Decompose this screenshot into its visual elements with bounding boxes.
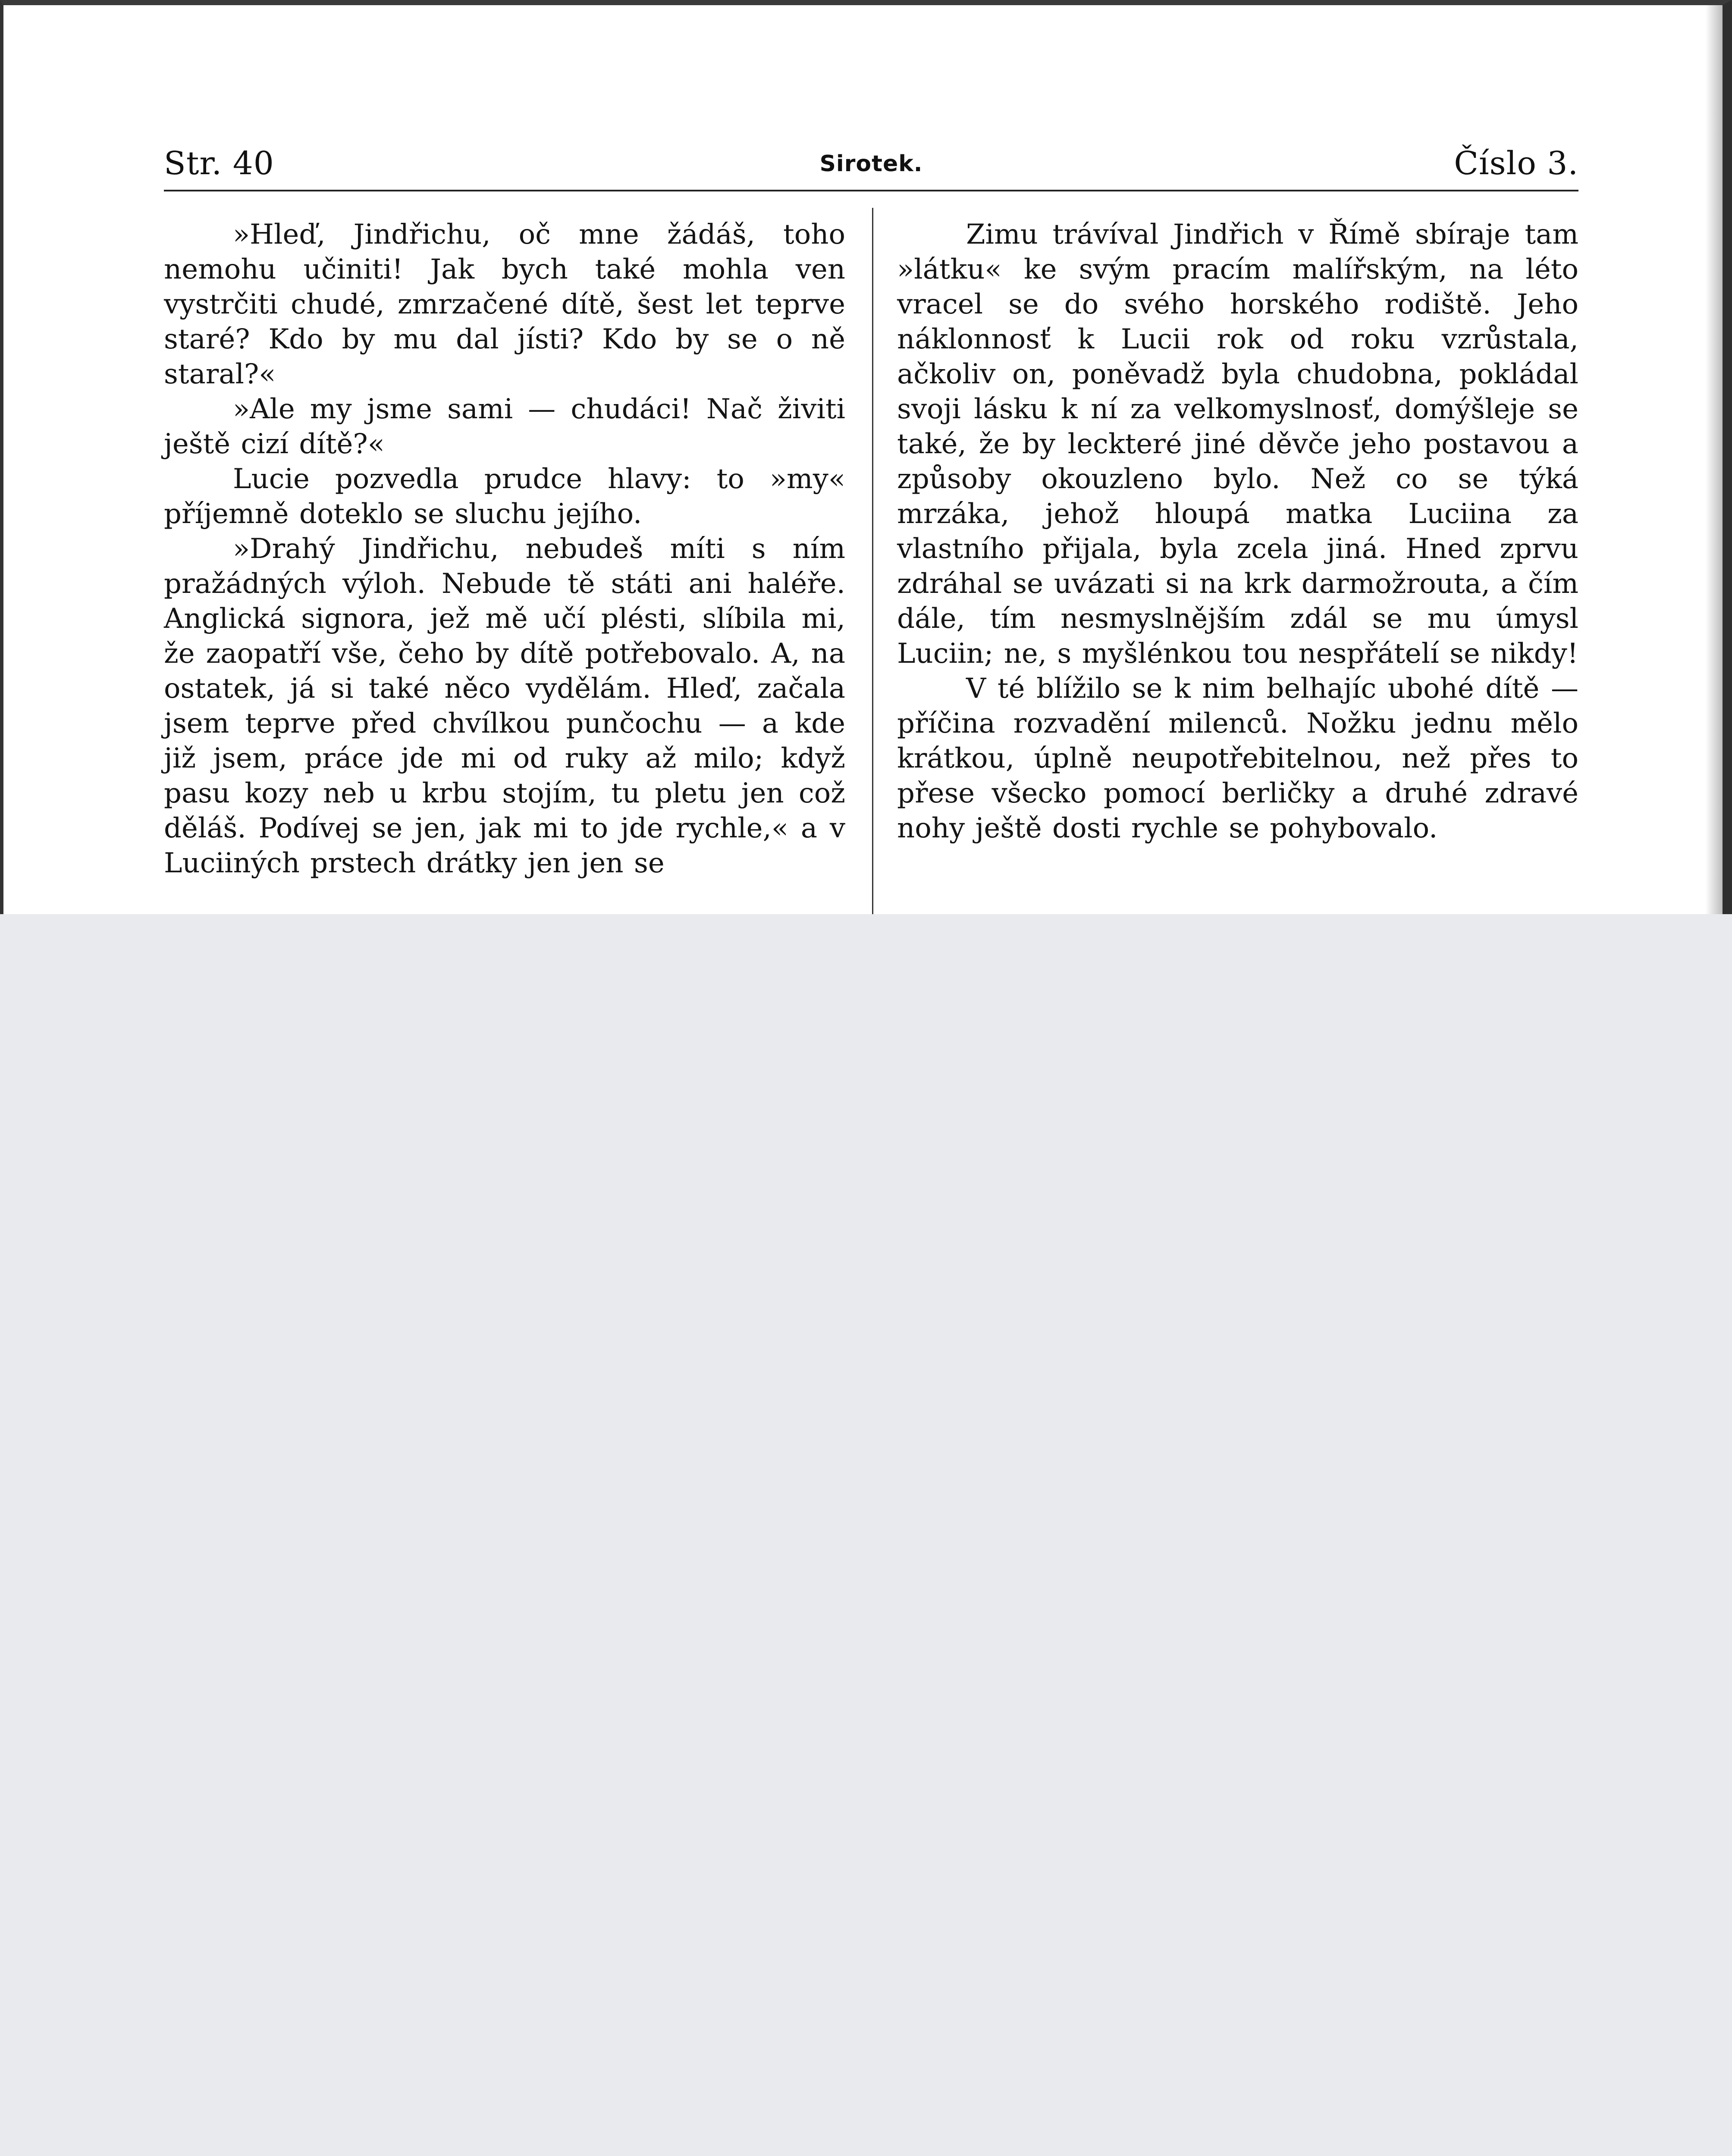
running-title: Sirotek.	[819, 151, 923, 177]
page-number: Str. 40	[164, 145, 274, 182]
paragraph: Zimu trávíval Jindřich v Římě sbíraje tam »látku« ke svým pracím malířským, na léto vracel se do svého horského rodiště. Jeho náklonnosť k Lucii rok od roku vzrůstala, ačkoliv on, poněvadž byla chudobna, pokládal svoji lásku k ní za velkomyslnosť, domýšleje se také, že by leckteré jiné děvče jeho postavou a způsoby okouzleno bylo. Než co se týká mrzáka, jehož hloupá matka Luciina za vlastního přijala, byla zcela jiná. Hned zprvu zdráhal se uvázati si na krk darmožrouta, a čím dále, tím nesmyslnějším zdál se mu úmysl Luciin; ne, s myšlénkou tou nespřátelí se nikdy!	[897, 219, 1578, 670]
paragraph: »Ale my jsme sami — chudáci! Nač živiti ještě cizí dítě?«	[164, 393, 845, 460]
header-rule	[164, 190, 1578, 191]
issue-number: Číslo 3.	[1454, 145, 1578, 182]
page-edge-shadow	[1705, 5, 1723, 914]
paragraph: Lucie pozvedla prudce hlavy: to »my« příjemně doteklo se sluchu jejího.	[164, 463, 845, 530]
scanned-page	[0, 0, 1732, 914]
page-header	[164, 142, 1578, 190]
left-column	[164, 217, 845, 881]
column-divider	[872, 208, 873, 914]
paragraph: »Hleď, Jindřichu, oč mne žádáš, toho nemohu učiniti! Jak bych také mohla ven vystrčiti chudé, zmrzačené dítě, šest let teprve staré? Kdo by mu dal jísti? Kdo by se o ně staral?«	[164, 219, 845, 390]
empty-viewer-area	[0, 914, 1732, 2156]
right-column	[897, 217, 1578, 846]
paragraph: V té blížilo se k nim belhajíc ubohé dítě — příčina rozvadění milenců. Nožku jednu mělo krátkou, úplně neupotřebitelnou, než přes to přese všecko pomocí berličky a druhé zdravé nohy ještě dosti rychle se pohybovalo.	[897, 673, 1578, 844]
paragraph: »Drahý Jindřichu, nebudeš míti s ním pražádných výloh. Nebude tě státi ani haléře. Anglická signora, jež mě učí plésti, slíbila mi, že zaopatří vše, čeho by dítě potřebovalo. A, na ostatek, já si také něco vydělám. Hleď, začala jsem teprve před chvílkou punčochu — a kde již jsem, práce jde mi od ruky až milo; když pasu kozy neb u krbu stojím, tu pletu jen což děláš. Podívej se jen, jak mi to jde rychle,« a v Luciiných prstech drátky jen jen se	[164, 533, 845, 879]
